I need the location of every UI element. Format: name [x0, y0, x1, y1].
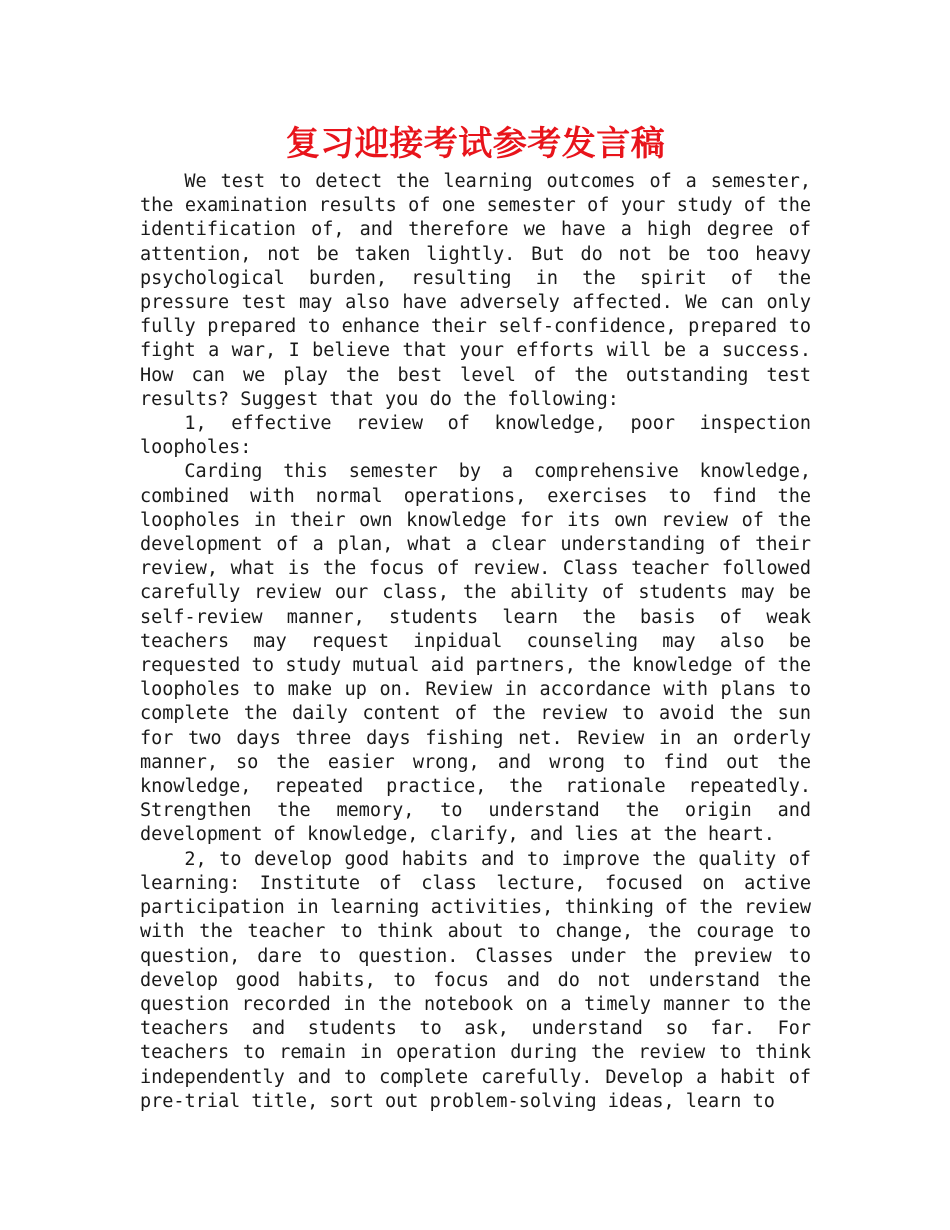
document-body — [140, 170, 811, 1114]
paragraph-intro: We test to detect the learning outcomes of a semester, the examination results of one semester of your study of the identification of, and therefore we have a high degree of attention, not be taken lightly. But do not be too heavy psychological burden, resulting in the spirit of the pressure test may also have adversely affected. We can only fully prepared to enhance their self-confidence, prepared to fight a war, I believe that your efforts will be a success. How can we play the best level of the outstanding test results? Suggest that you do the following: — [140, 171, 811, 410]
paragraph-good-habits: 2, to develop good habits and to improve the quality of learning: Institute of class lecture, focused on active participation in learning activities, thinking of the review with the teacher to think about to change, the courage to question, dare to question. Classes under the preview to develop good habits, to focus and do not understand the question recorded in the notebook on a timely manner to the teachers and students to ask, understand so far. For teachers to remain in operation during the review to think independently and to complete carefully. Develop a habit of pre-trial title, sort out problem-solving ideas, learn to — [140, 848, 811, 1112]
paragraph-heading-1: 1, effective review of knowledge, poor inspection loopholes: — [140, 413, 811, 459]
document-title: 复习迎接考试参考发言稿 — [285, 124, 666, 164]
paragraph-review-knowledge: Carding this semester by a comprehensive knowledge, combined with normal operations, exercises to find the loopholes in their own knowledge for its own review of the development of a plan, what a clear understanding of their review, what is the focus of review. Class teacher followed carefully review our class, the ability of students may be self-review manner, students learn the basis of weak teachers may request inpidual counseling may also be requested to study mutual aid partners, the knowledge of the loopholes to make up on. Review in accordance with plans to complete the daily content of the review to avoid the sun for two days three days fishing net. Review in an orderly manner, so the easier wrong, and wrong to find out the knowledge, repeated practice, the rationale repeatedly. Strengthen the memory, to understand the origin and development of knowledge, clarify, and lies at the heart. — [140, 461, 811, 846]
document-page — [140, 118, 811, 1114]
